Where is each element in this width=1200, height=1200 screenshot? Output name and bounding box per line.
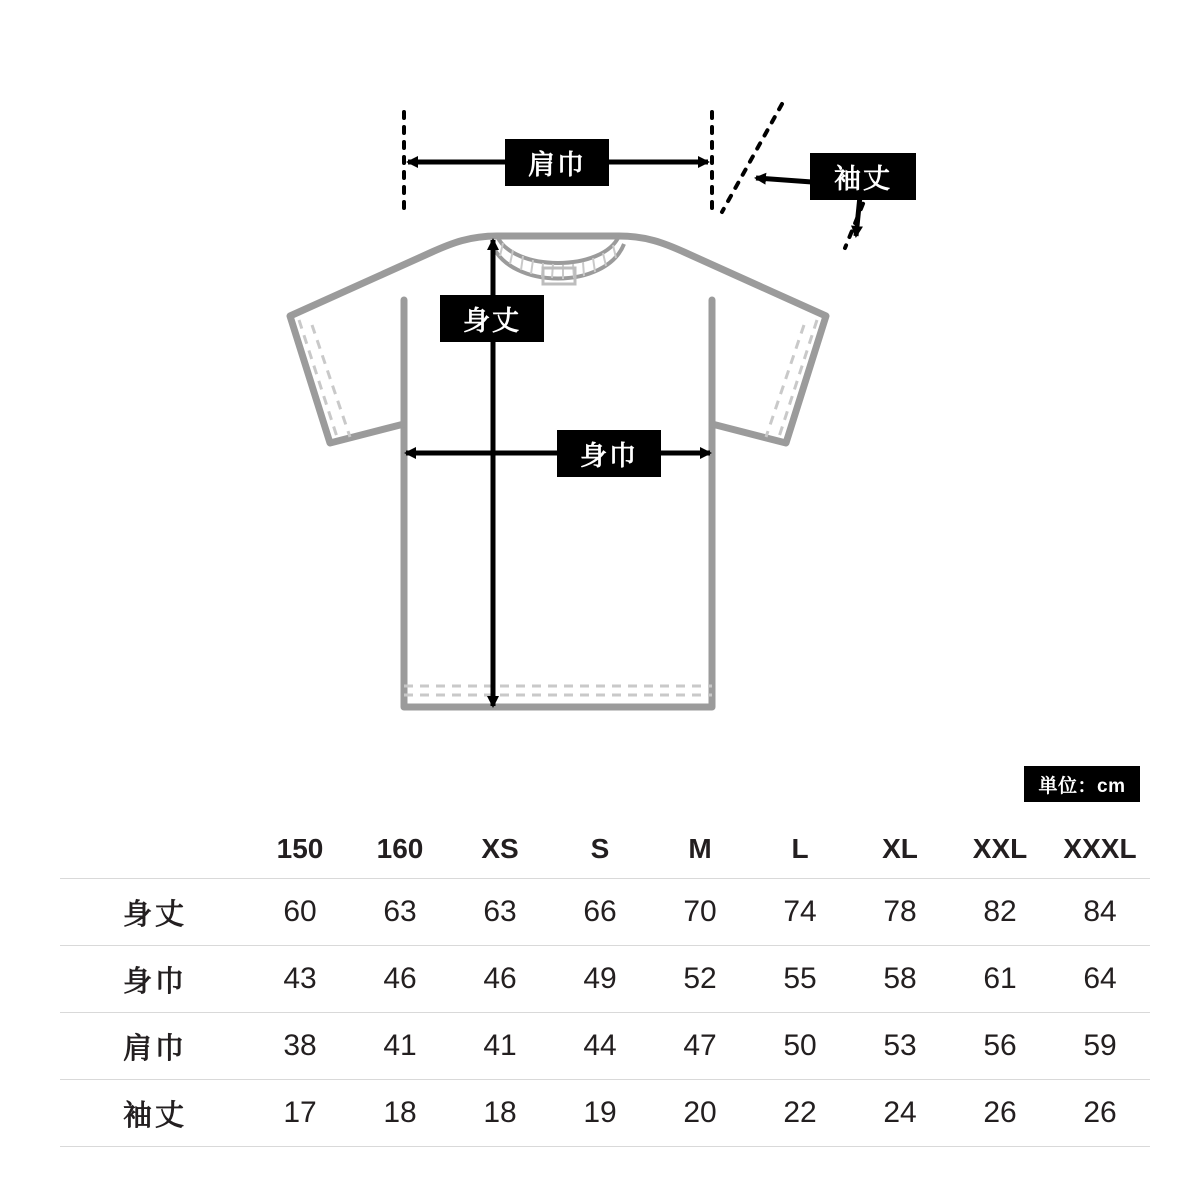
cell-body-length-s: 66	[583, 895, 617, 928]
unit-badge: 単位：cm	[1024, 766, 1140, 802]
row-label-body-width: 身巾	[122, 965, 187, 998]
table-row	[60, 946, 1150, 1013]
cell-body-width-l: 55	[783, 962, 817, 995]
table-row	[60, 879, 1150, 946]
label-shoulder-width: 肩巾	[505, 139, 609, 186]
table-row	[60, 1080, 1150, 1147]
size-header-l: L	[791, 833, 809, 864]
cell-sleeve-length-s: 19	[583, 1096, 617, 1129]
cell-body-length-xxl: 82	[983, 895, 1017, 928]
size-header-s: S	[590, 833, 610, 864]
cell-body-length-m: 70	[683, 895, 717, 928]
cell-sleeve-length-xs: 18	[483, 1096, 517, 1129]
cell-body-width-150: 43	[283, 962, 317, 995]
size-header-xl: XL	[882, 833, 918, 864]
table-row	[60, 1013, 1150, 1080]
cell-shoulder-width-160: 41	[383, 1029, 417, 1062]
size-header-160: 160	[376, 833, 424, 864]
size-header-150: 150	[276, 833, 324, 864]
cell-body-width-xxxl: 64	[1083, 962, 1117, 995]
table-header-row	[60, 820, 1150, 879]
cell-body-length-xs: 63	[483, 895, 517, 928]
cell-sleeve-length-160: 18	[383, 1096, 417, 1129]
cell-body-length-l: 74	[783, 895, 817, 928]
row-label-body-length: 身丈	[122, 898, 187, 931]
cell-shoulder-width-150: 38	[283, 1029, 317, 1062]
size-header-m: M	[688, 833, 712, 864]
cell-body-length-150: 60	[283, 895, 317, 928]
cell-shoulder-width-l: 50	[783, 1029, 817, 1062]
cell-sleeve-length-150: 17	[283, 1096, 317, 1129]
cell-shoulder-width-xxl: 56	[983, 1029, 1017, 1062]
label-sleeve-length: 袖丈	[810, 153, 916, 200]
size-header-xxxl: XXXL	[1063, 833, 1137, 864]
cell-body-width-xxl: 61	[983, 962, 1017, 995]
label-body-width: 身巾	[557, 430, 661, 477]
cell-sleeve-length-l: 22	[783, 1096, 817, 1129]
table-corner-cell	[60, 820, 250, 879]
size-table	[60, 820, 1150, 1147]
cell-body-length-160: 63	[383, 895, 417, 928]
cell-sleeve-length-xxl: 26	[983, 1096, 1017, 1129]
cell-body-width-xl: 58	[883, 962, 917, 995]
cell-sleeve-length-xl: 24	[883, 1096, 917, 1129]
row-label-sleeve-length: 袖丈	[122, 1099, 187, 1132]
row-label-shoulder-width: 肩巾	[122, 1032, 187, 1065]
size-header-xxl: XXL	[972, 833, 1028, 864]
cell-sleeve-length-m: 20	[683, 1096, 717, 1129]
cell-shoulder-width-s: 44	[583, 1029, 617, 1062]
cell-body-width-160: 46	[383, 962, 417, 995]
cell-shoulder-width-xs: 41	[483, 1029, 517, 1062]
size-header-xs: XS	[481, 833, 519, 864]
size-table-container	[60, 820, 1150, 1147]
cell-body-length-xxxl: 84	[1083, 895, 1117, 928]
cell-body-width-xs: 46	[483, 962, 517, 995]
cell-shoulder-width-xl: 53	[883, 1029, 917, 1062]
label-body-length: 身丈	[440, 295, 544, 342]
cell-body-width-m: 52	[683, 962, 717, 995]
cell-shoulder-width-m: 47	[683, 1029, 717, 1062]
cell-sleeve-length-xxxl: 26	[1083, 1096, 1117, 1129]
cell-shoulder-width-xxxl: 59	[1083, 1029, 1117, 1062]
cell-body-length-xl: 78	[883, 895, 917, 928]
cell-body-width-s: 49	[583, 962, 617, 995]
